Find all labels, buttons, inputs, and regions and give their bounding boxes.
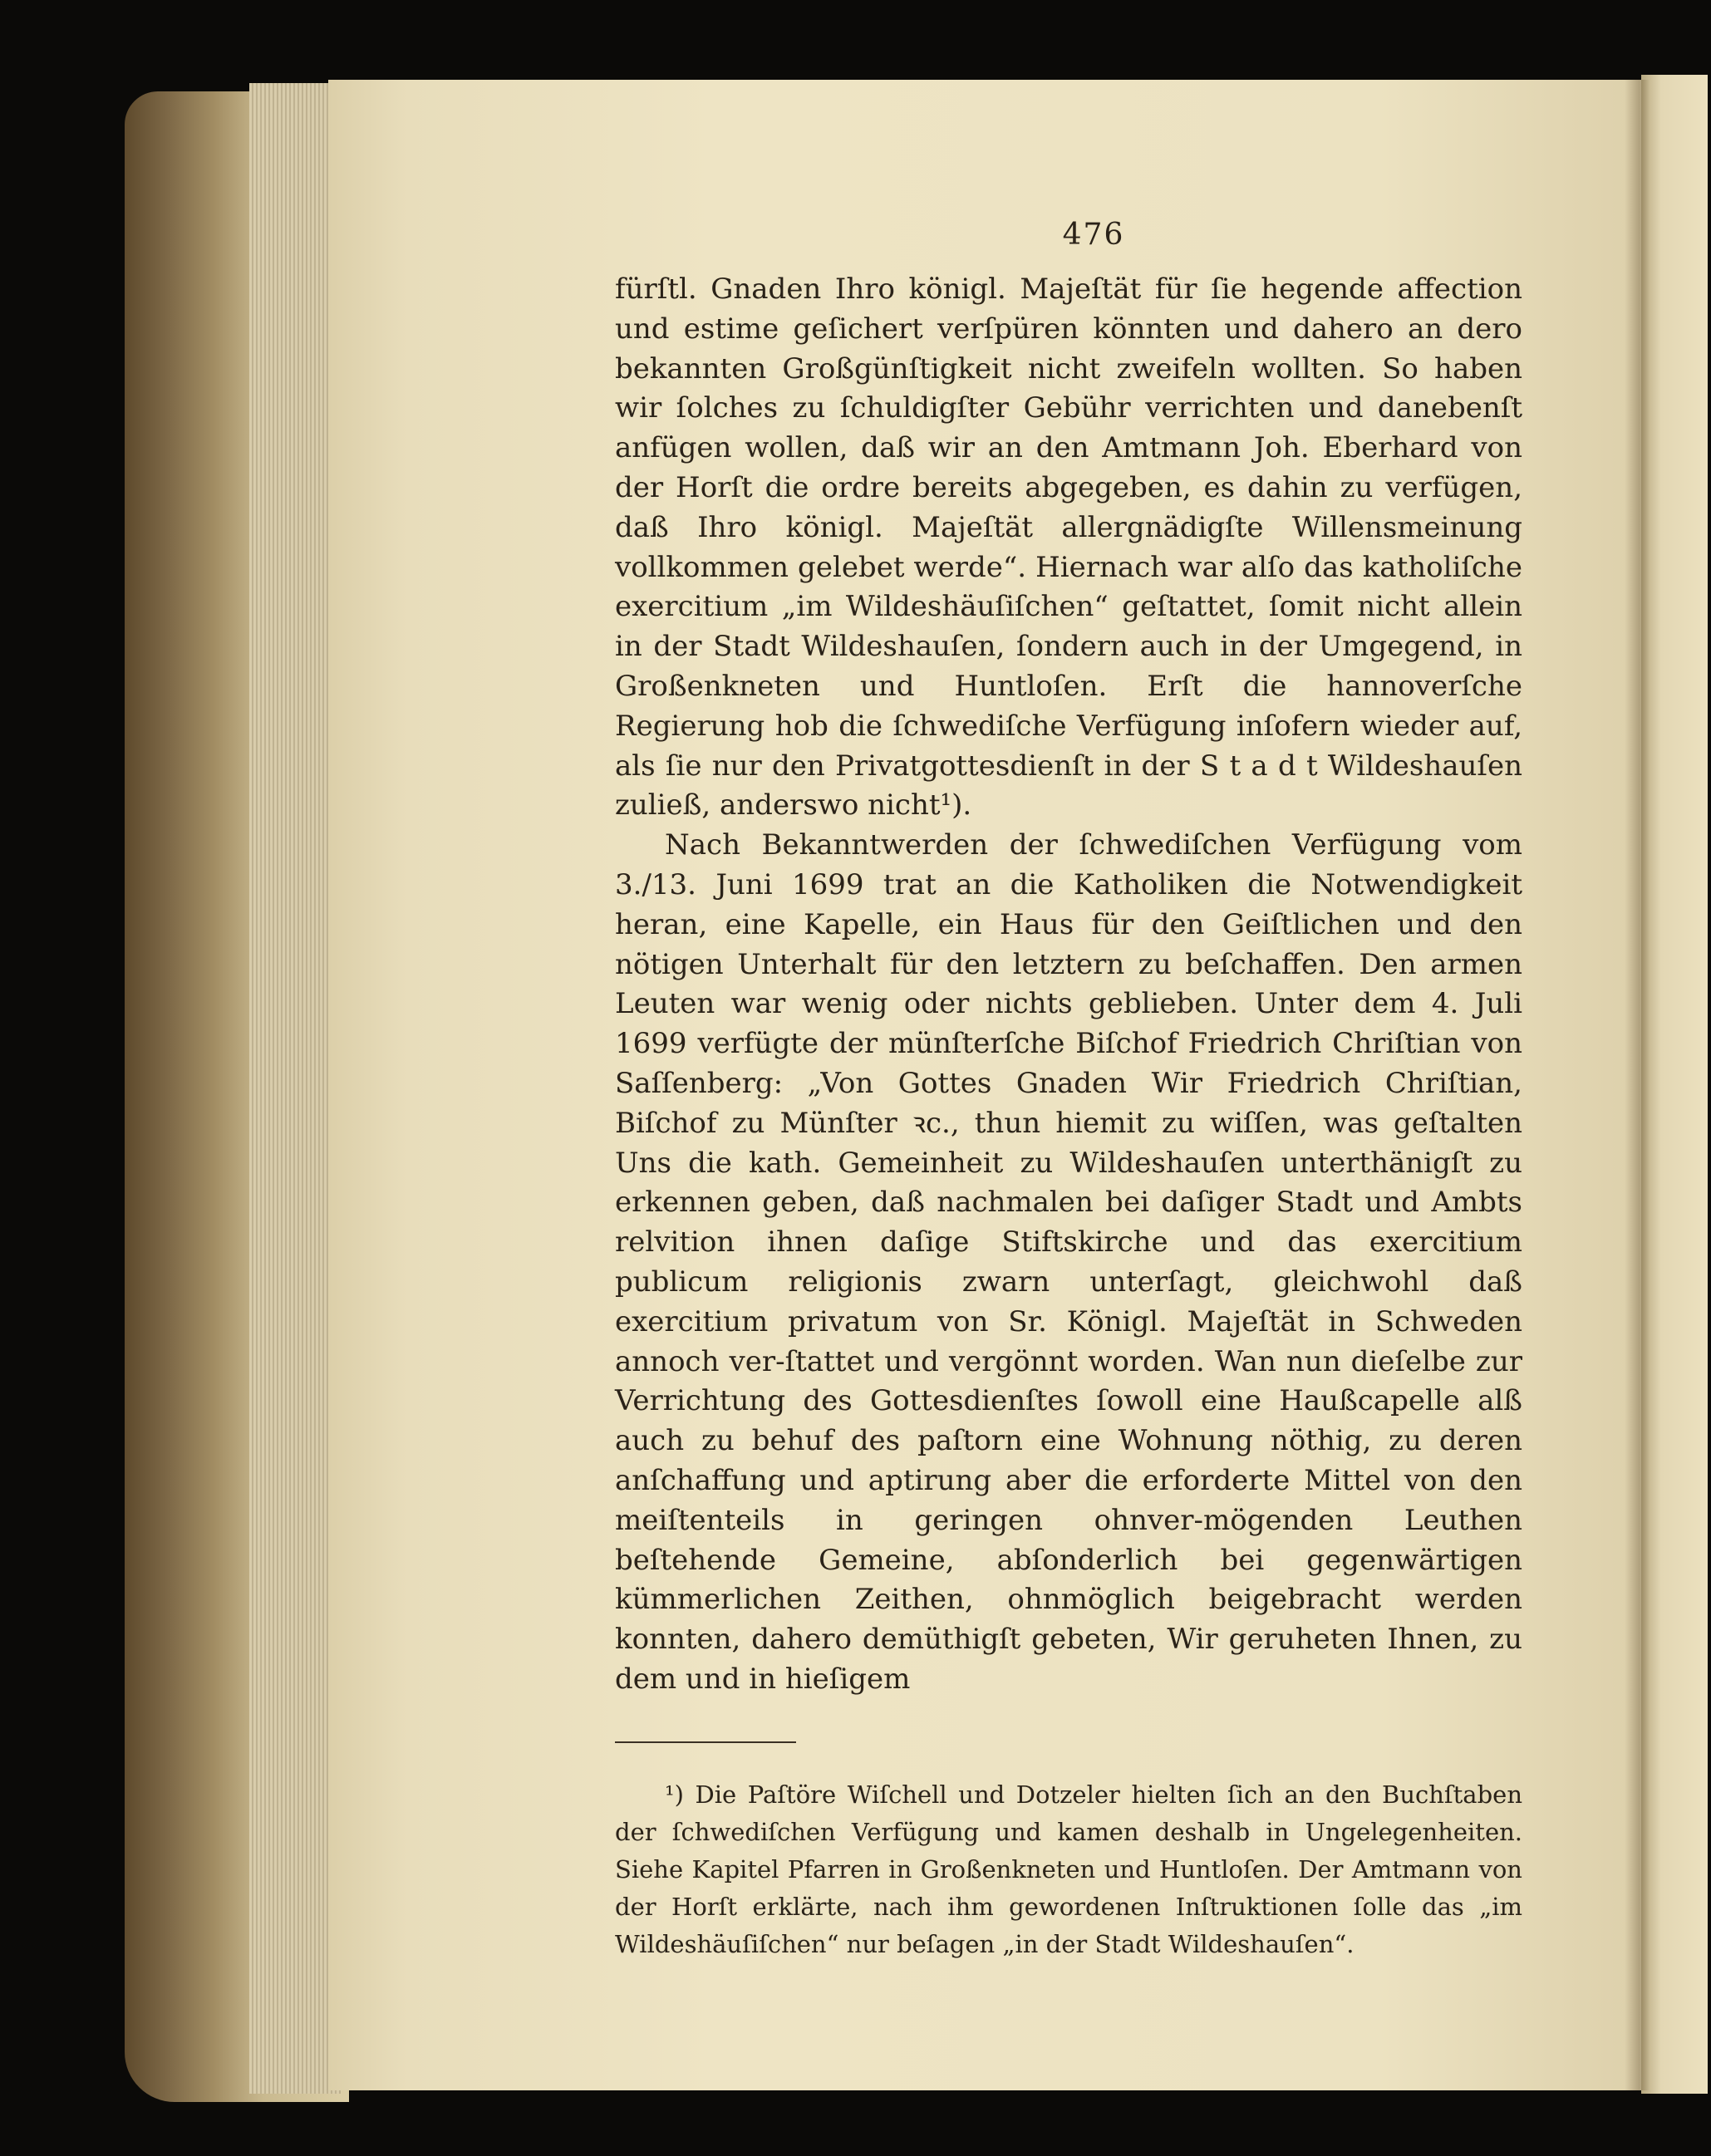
page-number: 476 bbox=[1062, 218, 1125, 252]
page-gutter bbox=[1625, 80, 1650, 2090]
facing-page-edge bbox=[1641, 75, 1708, 2094]
body-text bbox=[615, 270, 1522, 1700]
paragraph: Nach Bekanntwerden der ſchwediſchen Verfügung vom 3./13. Juni 1699 trat an die Katholiken die Notwendigkeit heran, eine Kapelle, ein Haus für den Geiſtlichen und den nötigen Unterhalt für den letztern zu beſchaffen. Den armen Leuten war wenig oder nichts geblieben. Unter dem 4. Juli 1699 verfügte der münſterſche Biſchof Friedrich Chriſtian von Saſſenberg: „Von Gottes Gnaden Wir Friedrich Chriſtian, Biſchof zu Münſter ꝛc., thun hiemit zu wiſſen, was geſtalten Uns die kath. Gemeinheit zu Wildeshauſen unterthänigſt zu erkennen geben, daß nachmalen bei daſiger Stadt und Ambts relvition ihnen daſige Stiftskirche und das exercitium publicum religionis zwarn unterſagt, gleichwohl daß exercitium privatum von Sr. Königl. Majeſtät in Schweden annoch ver-ſtattet und vergönnt worden. Wan nun dieſelbe zur Verrichtung des Gottesdienſtes ſowoll eine Haußcapelle alß auch zu behuf des paſtorn eine Wohnung nöthig, zu deren anſchaffung und aptirung aber die erforderte Mittel von den meiſtenteils in geringen ohnver-mögenden Leuthen beſtehende Gemeine, abſonderlich bei gegenwärtigen kümmerlichen Zeithen, ohnmöglich beigebracht werden konnten, dahero demüthigſt gebeten, Wir geruheten Ihnen, zu dem und in hieſigem bbox=[615, 828, 1522, 1696]
page-text-block bbox=[615, 218, 1522, 1963]
footnote: ¹) Die Paſtöre Wiſchell und Dotzeler hielten ſich an den Buchſtaben der ſchwediſchen Verfügung und kamen deshalb in Ungelegenheiten. Siehe Kapitel Pfarren in Großenkneten und Huntloſen. Der Amtmann von der Horſt erklärte, nach ihm gewordenen Inſtruktionen ſolle das „im Wildeshäuſiſchen“ nur beſagen „in der Stadt Wildeshauſen“. bbox=[615, 1780, 1522, 1958]
paragraph: fürſtl. Gnaden Ihro königl. Majeſtät für ſie hegende affection und estime geſichert verſpüren könnten und dahero an dero bekannten Großgünſtigkeit nicht zweifeln wollten. So haben wir ſolches zu ſchuldigſter Gebühr verrichten und danebenſt anfügen wollen, daß wir an den Amtmann Joh. Eberhard von der Horſt die ordre bereits abgegeben, es dahin zu verfügen, daß Ihro königl. Majeſtät allergnädigſte Willensmeinung vollkommen gelebet werde“. Hiernach war alſo das katholiſche exercitium „im Wildeshäuſiſchen“ geſtattet, ſomit nicht allein in der Stadt Wildeshauſen, ſondern auch in der Umgegend, in Großenkneten und Huntloſen. Erſt die hannoverſche Regierung hob die ſchwediſche Verfügung inſofern wieder auf, als ſie nur den Privatgottesdienſt in der S t a d t Wildeshauſen zuließ, anderswo nicht¹). bbox=[615, 273, 1522, 823]
page-stack-edge bbox=[249, 83, 341, 2094]
footnote-rule bbox=[615, 1741, 796, 1743]
